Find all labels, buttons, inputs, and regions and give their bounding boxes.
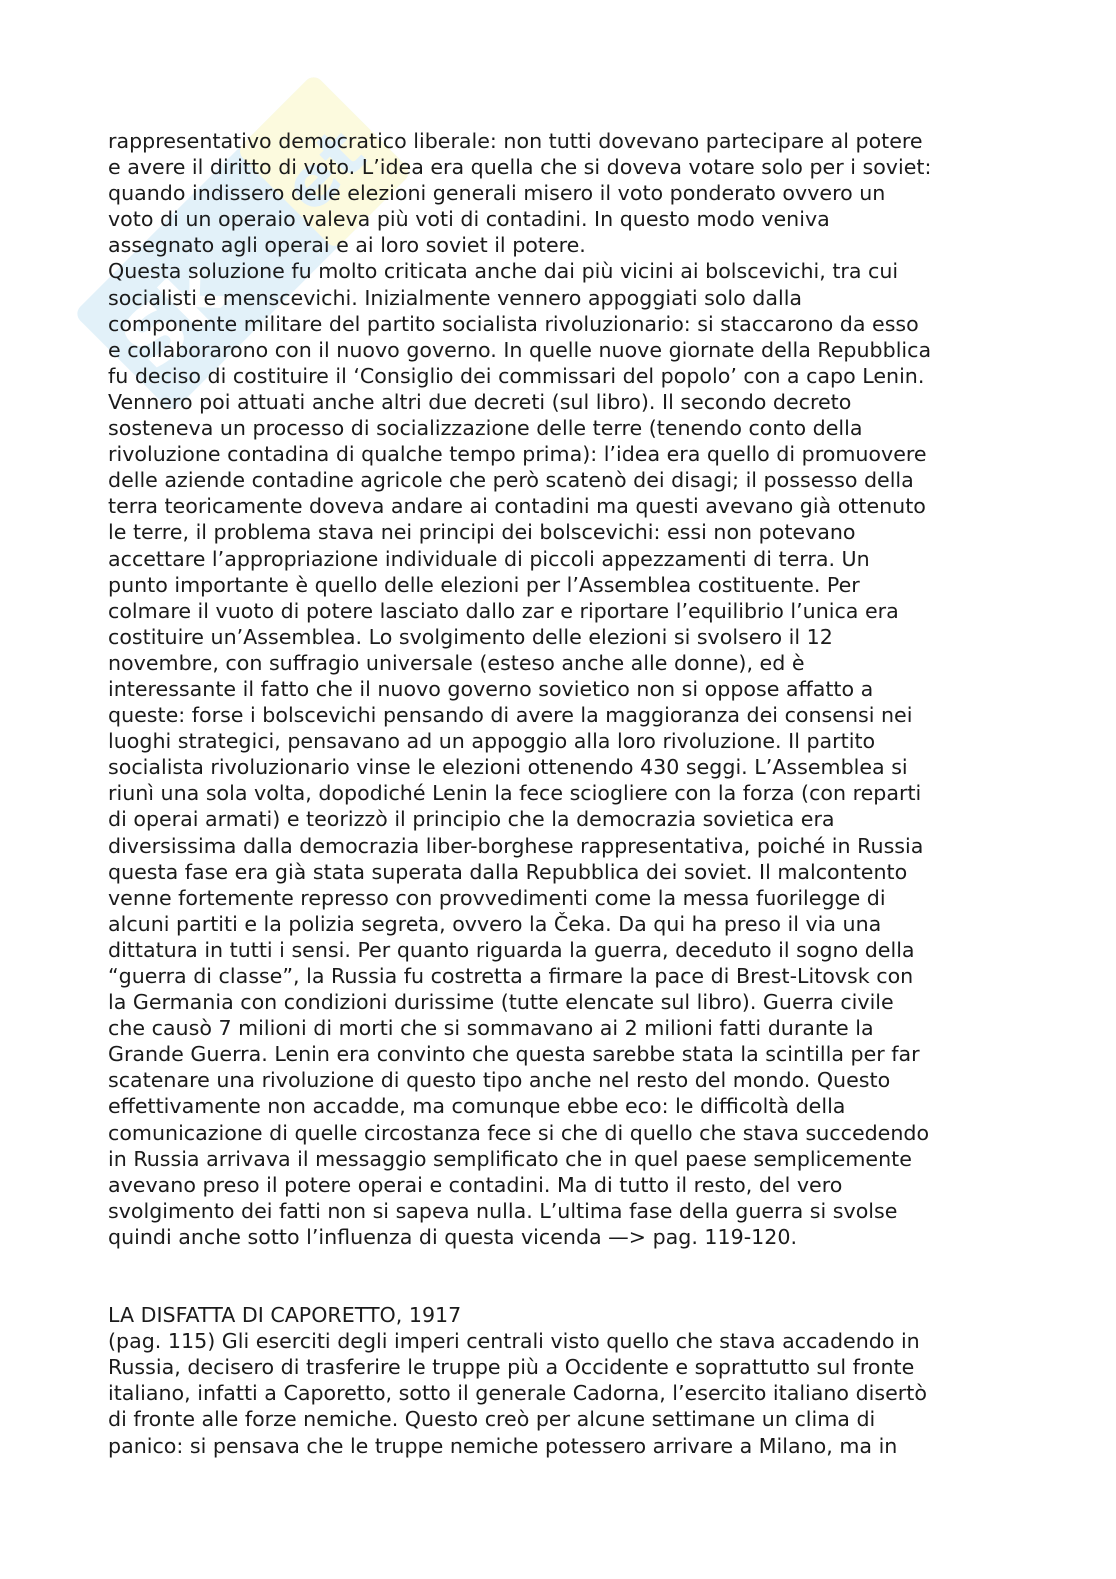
text-line: comunicazione di quelle circostanza fece si che di quello che stava succedendo (108, 1120, 930, 1145)
text-line: socialisti e menscevichi. Inizialmente vennero appoggiati solo dalla (108, 285, 803, 310)
text-line: riunì una sola volta, dopodiché Lenin la fece sciogliere con la forza (con reparti (108, 781, 922, 806)
text-line: fu deciso di costituire il ‘Consiglio dei commissari del popolo’ con a capo Lenin. (108, 363, 925, 388)
text-line: le terre, il problema stava nei principi dei bolscevichi: essi non potevano (108, 520, 856, 545)
text-line: diversissima dalla democrazia liber-borghese rappresentativa, poiché in Russia (108, 833, 924, 858)
text-line: la Germania con condizioni durissime (tutte elencate sul libro). Guerra civile (108, 990, 894, 1015)
text-line: svolgimento dei fatti non si sapeva nulla. L’ultima fase della guerra si svolse (108, 1198, 898, 1223)
text-line: Questa soluzione fu molto criticata anche dai più vicini ai bolscevichi, tra cui (108, 259, 899, 284)
text-line: avevano preso il potere operai e contadini. Ma di tutto il resto, del vero (108, 1172, 843, 1197)
text-line: Grande Guerra. Lenin era convinto che questa sarebbe stata la scintilla per far (108, 1042, 920, 1067)
text-line: luoghi strategici, pensavano ad un appoggio alla loro rivoluzione. Il partito (108, 729, 876, 754)
text-line: e avere il diritto di voto. L’idea era quella che si doveva votare solo per i soviet: (108, 155, 932, 180)
text-line: in Russia arrivava il messaggio semplificato che in quel paese semplicemente (108, 1146, 912, 1171)
text-line: rappresentativo democratico liberale: non tutti dovevano partecipare al potere (108, 129, 923, 153)
text-line: queste: forse i bolscevichi pensando di avere la maggioranza dei consensi nei (108, 703, 913, 728)
paragraph-bolshevik-government (108, 258, 1018, 1250)
text-line: Vennero poi attuati anche altri due decreti (sul libro). Il secondo decreto (108, 389, 852, 414)
text-line: rivoluzione contadina di qualche tempo prima): l’idea era quello di promuovere (108, 442, 927, 467)
text-line: alcuni partiti e la polizia segreta, ovvero la Čeka. Da qui ha preso il via una (108, 911, 882, 936)
paragraph-soviet-vote (108, 128, 1018, 258)
text-line: venne fortemente represso con provvedimenti come la messa fuorilegge di (108, 885, 886, 910)
document-body (108, 128, 1018, 1459)
text-line: di operai armati) e teorizzò il principio che la democrazia sovietica era (108, 807, 835, 832)
text-line: Russia, decisero di trasferire le truppe più a Occidente e soprattutto sul fronte (108, 1355, 915, 1380)
text-line: assegnato agli operai e ai loro soviet il potere. (108, 233, 586, 258)
paragraph-caporetto (108, 1328, 1018, 1458)
text-line: panico: si pensava che le truppe nemiche potessero arrivare a Milano, ma in (108, 1433, 898, 1458)
text-line: scatenare una rivoluzione di questo tipo anche nel resto del mondo. Questo (108, 1068, 891, 1093)
text-line: voto di un operaio valeva più voti di contadini. In questo modo veniva (108, 207, 830, 232)
text-line: accettare l’appropriazione individuale di piccoli appezzamenti di terra. Un (108, 546, 870, 571)
text-line: colmare il vuoto di potere lasciato dallo zar e riportare l’equilibrio l’unica era (108, 598, 899, 623)
text-line: di fronte alle forze nemiche. Questo creò per alcune settimane un clima di (108, 1407, 876, 1432)
section-heading-caporetto: LA DISFATTA DI CAPORETTO, 1917 (108, 1303, 462, 1328)
text-line: novembre, con suffragio universale (esteso anche alle donne), ed è (108, 650, 805, 675)
text-line: e collaborarono con il nuovo governo. In quelle nuove giornate della Repubblica (108, 337, 932, 362)
text-line: interessante il fatto che il nuovo governo sovietico non si oppose affatto a (108, 676, 874, 701)
text-line: componente militare del partito socialista rivoluzionario: si staccarono da esso (108, 311, 919, 336)
text-line: terra teoricamente doveva andare ai contadini ma questi avevano già ottenuto (108, 494, 926, 519)
text-line: punto importante è quello delle elezioni per l’Assemblea costituente. Per (108, 572, 860, 597)
text-line: questa fase era già stata superata dalla Repubblica dei soviet. Il malcontento (108, 859, 908, 884)
text-line: costituire un’Assemblea. Lo svolgimento delle elezioni si svolsero il 12 (108, 624, 833, 649)
text-line: quindi anche sotto l’influenza di questa vicenda —> pag. 119-120. (108, 1224, 798, 1249)
svg-text:et: et (266, 112, 382, 229)
text-line: italiano, infatti a Caporetto, sotto il generale Cadorna, l’esercito italiano disertò (108, 1381, 927, 1406)
text-line: delle aziende contadine agricole che però scatenò dei disagi; il possesso della (108, 468, 914, 493)
text-line: dittatura in tutti i sensi. Per quanto riguarda la guerra, deceduto il sogno della (108, 937, 915, 962)
text-line: sosteneva un processo di socializzazione delle terre (tenendo conto della (108, 416, 863, 441)
text-line: socialista rivoluzionario vinse le elezioni ottenendo 430 seggi. L’Assemblea si (108, 755, 908, 780)
text-line: che causò 7 milioni di morti che si sommavano ai 2 milioni fatti durante la (108, 1016, 874, 1041)
text-line: (pag. 115) Gli eserciti degli imperi centrali visto quello che stava accadendo in (108, 1329, 920, 1354)
svg-text:Sk: Sk (104, 247, 245, 388)
text-line: effettivamente non accadde, ma comunque ebbe eco: le difficoltà della (108, 1094, 846, 1119)
text-line: quando indissero delle elezioni generali misero il voto ponderato ovvero un (108, 181, 886, 206)
text-line: “guerra di classe”, la Russia fu costretta a firmare la pace di Brest-Litovsk con (108, 964, 914, 988)
section-spacer (108, 1250, 1018, 1302)
